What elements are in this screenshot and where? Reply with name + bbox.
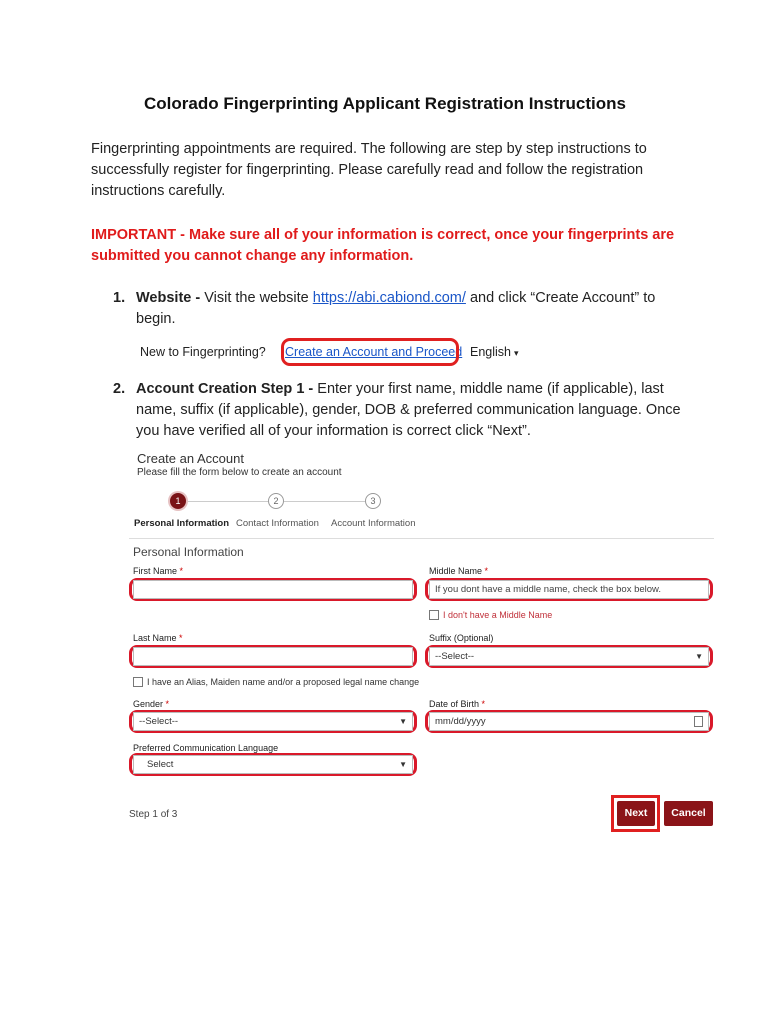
first-name-label: First Name * — [133, 566, 184, 576]
step-connector — [284, 501, 365, 502]
step-connector — [186, 501, 268, 502]
step-1 — [113, 288, 696, 330]
dob-input[interactable]: mm/dd/yyyy — [429, 712, 709, 731]
step-2-text: Enter your first name, middle name (if applicable), last name, suffix (if applicable), gender, DOB & preferred communication language. Once you have verified all of your information is correct click “Next”. — [136, 381, 681, 439]
step-1-text-after: and click “Create Account” to begin. — [136, 290, 656, 327]
important-notice: IMPORTANT - Make sure all of your information is correct, once your fingerprints are submitted you cannot change any information. — [91, 227, 675, 264]
cancel-button[interactable]: Cancel — [664, 801, 713, 826]
intro-paragraph: Fingerprinting appointments are required. The following are step by step instructions to successfully register for fingerprinting. Please carefully read and follow the registration instructions carefully. — [91, 141, 647, 199]
last-name-input[interactable] — [133, 647, 413, 666]
calendar-icon[interactable] — [694, 716, 703, 727]
gender-select[interactable]: --Select-- ▼ — [133, 712, 413, 731]
middle-name-label: Middle Name * — [429, 566, 489, 576]
suffix-select[interactable]: --Select-- ▼ — [429, 647, 709, 666]
step-indicator-3: 3 — [365, 493, 381, 509]
highlight-ring — [281, 338, 459, 366]
language-dropdown[interactable] — [470, 345, 519, 359]
no-middle-name-label: I don't have a Middle Name — [443, 610, 553, 620]
create-account-link[interactable]: Create an Account and Proceed — [285, 345, 463, 359]
alias-label: I have an Alias, Maiden name and/or a proposed legal name change — [147, 677, 420, 687]
no-middle-name-checkbox[interactable] — [429, 610, 439, 620]
step-1-number: 1. — [113, 290, 126, 306]
caret-down-icon: ▼ — [399, 760, 407, 769]
step-label-contact: Contact Information — [236, 518, 319, 529]
step-1-heading: Website - — [136, 290, 205, 306]
divider — [129, 538, 714, 539]
suffix-label: Suffix (Optional) — [429, 633, 494, 643]
language-label: English — [470, 345, 511, 359]
step-label-account: Account Information — [331, 518, 416, 529]
middle-name-input[interactable]: If you dont have a middle name, check the box below. — [429, 580, 709, 599]
step-2 — [113, 379, 696, 442]
caret-down-icon: ▾ — [514, 348, 519, 358]
language-select[interactable]: Select ▼ — [133, 755, 413, 774]
next-button[interactable]: Next — [617, 801, 655, 826]
alias-checkbox[interactable] — [133, 677, 143, 687]
step-indicator-1: 1 — [170, 493, 186, 509]
caret-down-icon: ▼ — [695, 652, 703, 661]
page-title: Colorado Fingerprinting Applicant Registration Instructions — [144, 94, 626, 113]
step-2-heading: Account Creation Step 1 - — [136, 381, 318, 397]
step-1-text-before: Visit the website — [204, 290, 313, 306]
form-title: Create an Account — [137, 451, 244, 466]
last-name-label: Last Name * — [133, 633, 183, 643]
website-link[interactable]: https://abi.cabiond.com/ — [312, 290, 466, 306]
gender-label: Gender * — [133, 699, 170, 709]
section-heading: Personal Information — [133, 545, 244, 559]
caret-down-icon: ▼ — [399, 717, 407, 726]
form-subtitle: Please fill the form below to create an account — [137, 467, 342, 478]
dob-label: Date of Birth * — [429, 699, 486, 709]
first-name-input[interactable] — [133, 580, 413, 599]
language-pref-label: Preferred Communication Language — [133, 743, 279, 753]
step-progress: Step 1 of 3 — [129, 809, 178, 820]
step-2-number: 2. — [113, 381, 126, 397]
new-to-fingerprinting-text: New to Fingerprinting? — [140, 345, 266, 359]
step-indicator-2: 2 — [268, 493, 284, 509]
step-label-personal: Personal Information — [134, 518, 230, 529]
